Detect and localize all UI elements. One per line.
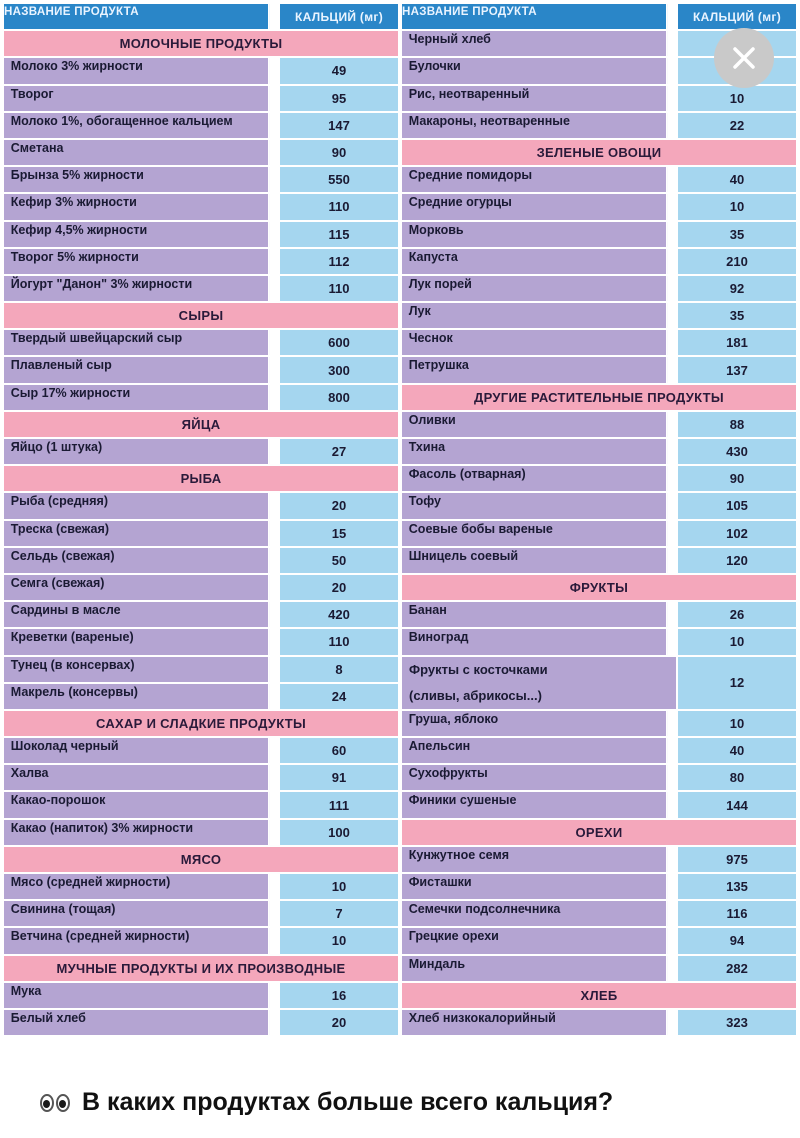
product-name: Средние огурцы — [402, 194, 668, 219]
table-row — [402, 792, 796, 819]
table-row — [4, 276, 398, 303]
product-name-line: Фрукты с косточками — [409, 662, 548, 678]
product-name: Сухофрукты — [402, 765, 668, 790]
product-name: Сельдь (свежая) — [4, 548, 270, 573]
product-name: Груша, яблоко — [402, 711, 668, 736]
table-row — [4, 928, 398, 955]
table-row — [402, 765, 796, 792]
calcium-value: 16 — [280, 983, 398, 1008]
calcium-value: 210 — [678, 249, 796, 274]
calcium-value: 420 — [280, 602, 398, 627]
table-row — [4, 439, 398, 466]
category-row — [402, 820, 796, 847]
table-row — [402, 874, 796, 901]
table-row — [402, 466, 796, 493]
category-row — [4, 303, 398, 330]
product-name: Сметана — [4, 140, 270, 165]
table-row — [4, 983, 398, 1010]
category-label: ХЛЕБ — [580, 987, 618, 1003]
product-name: Оливки — [402, 412, 668, 437]
calcium-value: 94 — [678, 928, 796, 953]
table-column-right — [402, 4, 796, 1037]
category-row — [402, 983, 796, 1010]
product-name: Какао (напиток) 3% жирности — [4, 820, 270, 845]
table-row — [4, 194, 398, 221]
product-name: Морковь — [402, 222, 668, 247]
table-row — [4, 521, 398, 548]
product-name: Свинина (тощая) — [4, 901, 270, 926]
calcium-value: 24 — [280, 684, 398, 709]
product-name: Булочки — [402, 58, 668, 83]
calcium-value: 90 — [678, 466, 796, 491]
table-row — [402, 439, 796, 466]
table-row — [402, 629, 796, 656]
product-name: Сыр 17% жирности — [4, 385, 270, 410]
product-name: Хлеб низкокалорийный — [402, 1010, 668, 1035]
eyes-icon — [40, 1094, 70, 1112]
product-name: Фисташки — [402, 874, 668, 899]
product-name: Тофу — [402, 493, 668, 518]
table-row — [4, 820, 398, 847]
category-label: САХАР И СЛАДКИЕ ПРОДУКТЫ — [95, 715, 307, 731]
product-name: Апельсин — [402, 738, 668, 763]
calcium-value: 12 — [678, 657, 796, 709]
calcium-value: 26 — [678, 602, 796, 627]
table-row — [402, 357, 796, 384]
calcium-value: 137 — [678, 357, 796, 382]
table-row — [402, 657, 796, 711]
calcium-value: 10 — [678, 711, 796, 736]
product-name: Плавленый сыр — [4, 357, 270, 382]
table-row — [4, 684, 398, 711]
product-name: Петрушка — [402, 357, 668, 382]
calcium-value: 323 — [678, 1010, 796, 1035]
category-row — [4, 466, 398, 493]
calcium-value: 135 — [678, 874, 796, 899]
category-row — [4, 711, 398, 738]
table-row — [4, 738, 398, 765]
product-name: Банан — [402, 602, 668, 627]
calcium-value: 100 — [280, 820, 398, 845]
product-name: Чеснок — [402, 330, 668, 355]
calcium-value: 10 — [678, 194, 796, 219]
table-row — [402, 194, 796, 221]
table-row — [402, 86, 796, 113]
category-row — [4, 31, 398, 58]
table-row — [402, 167, 796, 194]
table-row — [402, 412, 796, 439]
product-name: Кефир 3% жирности — [4, 194, 270, 219]
product-name: Средние помидоры — [402, 167, 668, 192]
calcium-value: 10 — [280, 874, 398, 899]
product-name: Семга (свежая) — [4, 575, 270, 600]
table-row — [4, 629, 398, 656]
product-name: Какао-порошок — [4, 792, 270, 817]
calcium-value: 10 — [678, 629, 796, 654]
calcium-value: 10 — [280, 928, 398, 953]
category-label: МЯСО — [180, 851, 222, 867]
product-name: Шоколад черный — [4, 738, 270, 763]
calcium-value: 15 — [280, 521, 398, 546]
product-name: Творог — [4, 86, 270, 111]
category-label: МОЛОЧНЫЕ ПРОДУКТЫ — [119, 36, 283, 52]
table-row — [4, 765, 398, 792]
category-label: ДРУГИЕ РАСТИТЕЛЬНЫЕ ПРОДУКТЫ — [474, 389, 724, 405]
table-row — [4, 140, 398, 167]
product-name: Черный хлеб — [402, 31, 668, 56]
product-name: Рис, неотваренный — [402, 86, 668, 111]
category-row — [4, 847, 398, 874]
calcium-value: 60 — [280, 738, 398, 763]
calcium-value: 20 — [280, 493, 398, 518]
table-row — [4, 874, 398, 901]
calcium-value: 7 — [280, 901, 398, 926]
table-row — [402, 901, 796, 928]
product-name: Финики сушеные — [402, 792, 668, 817]
product-name: Тунец (в консервах) — [4, 657, 270, 682]
table-row — [4, 385, 398, 412]
table-row — [4, 548, 398, 575]
table-row — [402, 303, 796, 330]
table-row — [4, 602, 398, 629]
product-name — [402, 657, 678, 709]
table-row — [402, 738, 796, 765]
table-row — [4, 113, 398, 140]
calcium-value: 95 — [280, 86, 398, 111]
calcium-value: 10 — [678, 86, 796, 111]
table-row — [4, 792, 398, 819]
table-row — [402, 928, 796, 955]
header-value: КАЛЬЦИЙ (мг) — [678, 4, 796, 29]
calcium-value: 91 — [280, 765, 398, 790]
product-name: Твердый швейцарский сыр — [4, 330, 270, 355]
product-name: Семечки подсолнечника — [402, 901, 668, 926]
calcium-value: 35 — [678, 303, 796, 328]
calcium-value: 49 — [280, 58, 398, 83]
table-row — [402, 330, 796, 357]
category-label: ЗЕЛЕНЫЕ ОВОЩИ — [536, 145, 662, 161]
product-name: Рыба (средняя) — [4, 493, 270, 518]
product-name: Грецкие орехи — [402, 928, 668, 953]
product-name: Сардины в масле — [4, 602, 270, 627]
product-name: Лук порей — [402, 276, 668, 301]
category-label: ФРУКТЫ — [569, 580, 629, 596]
category-label: РЫБА — [180, 471, 222, 487]
calcium-value: 20 — [280, 1010, 398, 1035]
product-name: Треска (свежая) — [4, 521, 270, 546]
table-row — [402, 521, 796, 548]
calcium-value: 88 — [678, 412, 796, 437]
calcium-value: 50 — [280, 548, 398, 573]
calcium-value: 110 — [280, 629, 398, 654]
calcium-value: 115 — [280, 222, 398, 247]
header-name: НАЗВАНИЕ ПРОДУКТА — [402, 4, 668, 29]
calcium-value: 181 — [678, 330, 796, 355]
table-row — [402, 276, 796, 303]
category-label: ОРЕХИ — [575, 824, 623, 840]
calcium-value: 600 — [280, 330, 398, 355]
calcium-value: 800 — [280, 385, 398, 410]
product-name: Миндаль — [402, 956, 668, 981]
product-name: Виноград — [402, 629, 668, 654]
product-name: Макароны, неотваренные — [402, 113, 668, 138]
category-label: СЫРЫ — [178, 308, 224, 324]
calcium-value: 110 — [280, 194, 398, 219]
calcium-value: 111 — [280, 792, 398, 817]
product-name: Яйцо (1 штука) — [4, 439, 270, 464]
table-row — [4, 249, 398, 276]
calcium-value: 90 — [280, 140, 398, 165]
calcium-value: 27 — [280, 439, 398, 464]
product-name: Капуста — [402, 249, 668, 274]
product-name: Ветчина (средней жирности) — [4, 928, 270, 953]
table-row — [4, 657, 398, 684]
table-row — [402, 1010, 796, 1037]
calcium-value: 116 — [678, 901, 796, 926]
product-name: Творог 5% жирности — [4, 249, 270, 274]
product-name: Кефир 4,5% жирности — [4, 222, 270, 247]
product-name: Тхина — [402, 439, 668, 464]
product-name: Креветки (вареные) — [4, 629, 270, 654]
calcium-value: 300 — [280, 357, 398, 382]
product-name: Молоко 1%, обогащенное кальцием — [4, 113, 270, 138]
table-row — [4, 86, 398, 113]
calcium-value: 550 — [280, 167, 398, 192]
table-row — [4, 167, 398, 194]
product-name: Йогурт "Данон" 3% жирности — [4, 276, 270, 301]
table-row — [4, 575, 398, 602]
calcium-value: 112 — [280, 249, 398, 274]
calcium-value: 92 — [678, 276, 796, 301]
product-name: Макрель (консервы) — [4, 684, 270, 709]
close-icon — [729, 43, 759, 73]
table-row — [4, 901, 398, 928]
table-header-row — [402, 4, 796, 31]
product-name: Брынза 5% жирности — [4, 167, 270, 192]
category-row — [402, 385, 796, 412]
calcium-value: 102 — [678, 521, 796, 546]
table-row — [402, 602, 796, 629]
table-row — [4, 58, 398, 85]
calcium-value: 144 — [678, 792, 796, 817]
table-row — [4, 330, 398, 357]
table-row — [402, 711, 796, 738]
calcium-value: 8 — [280, 657, 398, 682]
close-button[interactable] — [714, 28, 774, 88]
table-row — [402, 249, 796, 276]
product-name: Молоко 3% жирности — [4, 58, 270, 83]
product-name: Лук — [402, 303, 668, 328]
calcium-value: 282 — [678, 956, 796, 981]
product-name: Кунжутное семя — [402, 847, 668, 872]
calcium-value: 40 — [678, 167, 796, 192]
calcium-value: 147 — [280, 113, 398, 138]
category-row — [4, 956, 398, 983]
table-row — [4, 1010, 398, 1037]
table-header-row — [4, 4, 398, 31]
product-name: Фасоль (отварная) — [402, 466, 668, 491]
table-row — [402, 113, 796, 140]
calcium-value: 40 — [678, 738, 796, 763]
calcium-value: 80 — [678, 765, 796, 790]
table-row — [402, 956, 796, 983]
table-row — [402, 493, 796, 520]
category-label: ЯЙЦА — [181, 416, 221, 432]
product-name: Мука — [4, 983, 270, 1008]
product-name: Шницель соевый — [402, 548, 668, 573]
calcium-value: 975 — [678, 847, 796, 872]
table-column-left — [4, 4, 398, 1037]
product-name: Белый хлеб — [4, 1010, 270, 1035]
category-row — [4, 412, 398, 439]
caption-text: В каких продуктах больше всего кальция? — [82, 1088, 614, 1116]
post-caption — [40, 1088, 613, 1117]
calcium-value: 20 — [280, 575, 398, 600]
table-row — [402, 548, 796, 575]
calcium-value: 35 — [678, 222, 796, 247]
table-row — [402, 847, 796, 874]
table-row — [402, 222, 796, 249]
calcium-value: 22 — [678, 113, 796, 138]
product-name: Халва — [4, 765, 270, 790]
product-name: Мясо (средней жирности) — [4, 874, 270, 899]
header-name: НАЗВАНИЕ ПРОДУКТА — [4, 4, 270, 29]
category-row — [402, 575, 796, 602]
calcium-value: 430 — [678, 439, 796, 464]
table-row — [4, 222, 398, 249]
table-row — [4, 493, 398, 520]
calcium-value: 105 — [678, 493, 796, 518]
table-row — [4, 357, 398, 384]
category-row — [402, 140, 796, 167]
category-label: МУЧНЫЕ ПРОДУКТЫ И ИХ ПРОИЗВОДНЫЕ — [56, 960, 346, 976]
calcium-value: 110 — [280, 276, 398, 301]
calcium-value: 120 — [678, 548, 796, 573]
product-name-line: (сливы, абрикосы...) — [409, 688, 542, 704]
product-name: Соевые бобы вареные — [402, 521, 668, 546]
header-value: КАЛЬЦИЙ (мг) — [280, 4, 398, 29]
